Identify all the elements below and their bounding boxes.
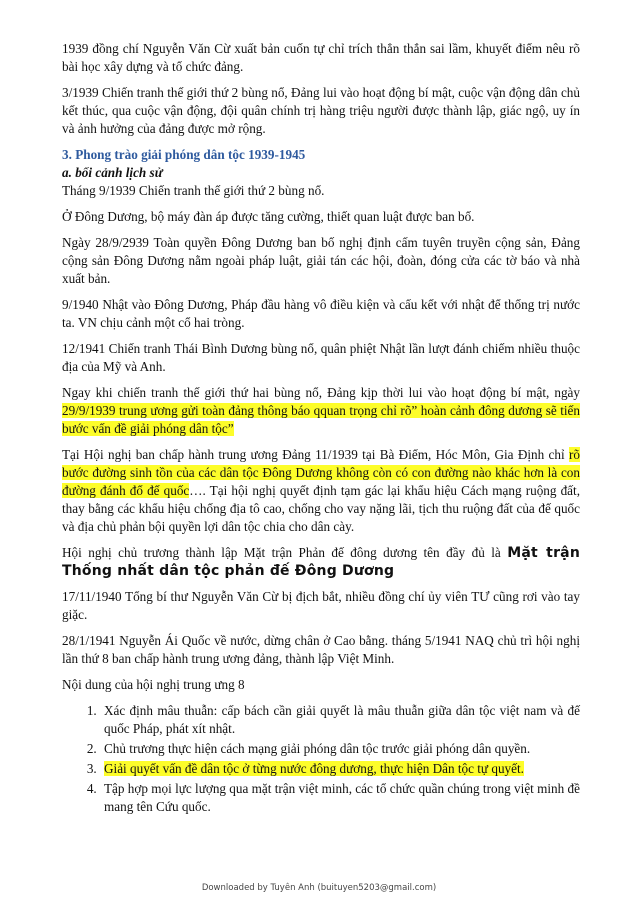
download-footer: Downloaded by Tuyên Anh (buituyen5203@gmail.com) — [201, 883, 437, 893]
list-item: 4. Tập hợp mọi lực lượng qua mặt trận việt minh, các tổ chức quần chúng trong việt minh đề mang tên Cứu quốc. — [100, 780, 580, 816]
list-item: 2. Chủ trương thực hiện cách mạng giải phóng dân tộc trước giải phóng dân quyền. — [100, 740, 580, 758]
paragraph-12: 28/1/1941 Nguyễn Ái Quốc về nước, dừng chân ở Cao bằng. tháng 5/1941 NAQ chủ trì hội nghị lần thứ 8 ban chấp hành trung ương đảng, thành lập Việt Minh. — [62, 633, 580, 666]
paragraph-10 — [62, 544, 580, 580]
paragraph-3: Tháng 9/1939 Chiến tranh thế giới thứ 2 bùng nổ. — [62, 183, 325, 198]
paragraph-9-text-start: Tại Hội nghị ban chấp hành trung ương Đảng 11/1939 tại Bà Điểm, Hóc Môn, Gia Định chỉ — [62, 447, 569, 462]
paragraph-6: 9/1940 Nhật vào Đông Dương, Pháp đầu hàng vô điều kiện và cấu kết với nhật để thống trị nước ta. VN chịu cảnh một cổ hai tròng. — [62, 297, 580, 330]
paragraph-1: 1939 đồng chí Nguyễn Văn Cừ xuất bản cuốn tự chỉ trích thẳn thắn sai lầm, khuyết điểm nêu rõ bài học xây dựng và tổ chức đảng. — [62, 41, 580, 74]
highlighted-text: 29/9/1939 trung ương gửi toàn đảng thông báo qquan trọng chỉ rõ” hoàn cảnh đông dương sẽ tiến bước vấn đề giải phóng dân tộc” — [62, 403, 580, 436]
paragraph-10-text: Hội nghị chủ trương thành lập Mặt trận Phản đế đông dương tên đầy đủ là — [62, 545, 508, 560]
highlighted-text: Giải quyết vấn đề dân tộc ở từng nước đông dương, thực hiện Dân tộc tự quyết. — [104, 761, 524, 776]
subsection-heading: a. bối cảnh lịch sử — [62, 165, 163, 180]
paragraph-4: Ở Đông Dương, bộ máy đàn áp được tăng cường, thiết quan luật được ban bố. — [62, 209, 475, 224]
paragraph-8-text: Ngay khi chiến tranh thế giới thứ hai bùng nổ, Đảng kịp thời lui vào hoạt động bí mật, ngày — [62, 385, 580, 400]
paragraph-2: 3/1939 Chiến tranh thế giới thứ 2 bùng nổ, Đảng lui vào hoạt động bí mật, cuộc vận động dân chủ kết thúc, qua cuộc vận động, đội quân chính trị hàng triệu người được thành lập, giác ngộ, uy ín và ảnh hưởng của đảng được mở rộng. — [62, 85, 580, 136]
front-name: Mặt trận Thống nhất dân tộc phản đế Đông Dương — [62, 545, 580, 579]
list-item: 1. Xác định mâu thuẫn: cấp bách cần giải quyết là mâu thuẫn giữa dân tộc việt nam và đế quốc Pháp, phát xít nhật. — [100, 702, 580, 738]
paragraph-9-text-end: …. Tại hội nghị quyết định tạm gác lại khẩu hiệu Cách mạng ruộng đất, thay bằng các khẩu hiệu chống địa tô cao, chống cho vay nặng lãi, tịch thu ruộng đất của đế quốc và địa chủ phản bội quyền lợi dân tộc chia cho dân cày. — [62, 483, 580, 534]
highlighted-text: rõ bước đường sinh tồn của các dân tộc Đông Dương không còn có con đường nào khác hơn là con đường đánh đổ đế quốc — [62, 447, 580, 498]
paragraph-9 — [62, 446, 580, 536]
list-item — [100, 760, 580, 778]
paragraph-11: 17/11/1940 Tổng bí thư Nguyễn Văn Cừ bị địch bắt, nhiều đồng chí ủy viên TƯ cũng rơi vào tay giặc. — [62, 589, 580, 622]
document-page — [62, 40, 580, 818]
conference-content-list — [62, 702, 580, 816]
section-heading: 3. Phong trào giải phóng dân tộc 1939-1945 — [62, 147, 306, 162]
paragraph-8 — [62, 384, 580, 438]
paragraph-13: Nội dung của hội nghị trung ưng 8 — [62, 677, 245, 692]
paragraph-5: Ngày 28/9/2939 Toàn quyền Đông Dương ban bố nghị định cấm tuyên truyền cộng sản, Đảng cộng sản Đông Dương nằm ngoài pháp luật, giải tán các hội, đoàn, đóng cửa các tờ báo và nhà xuất bản. — [62, 235, 580, 286]
paragraph-7: 12/1941 Chiến tranh Thái Bình Dương bùng nổ, quân phiệt Nhật lần lượt đánh chiếm nhiều thuộc địa của Mỹ và Anh. — [62, 341, 580, 374]
